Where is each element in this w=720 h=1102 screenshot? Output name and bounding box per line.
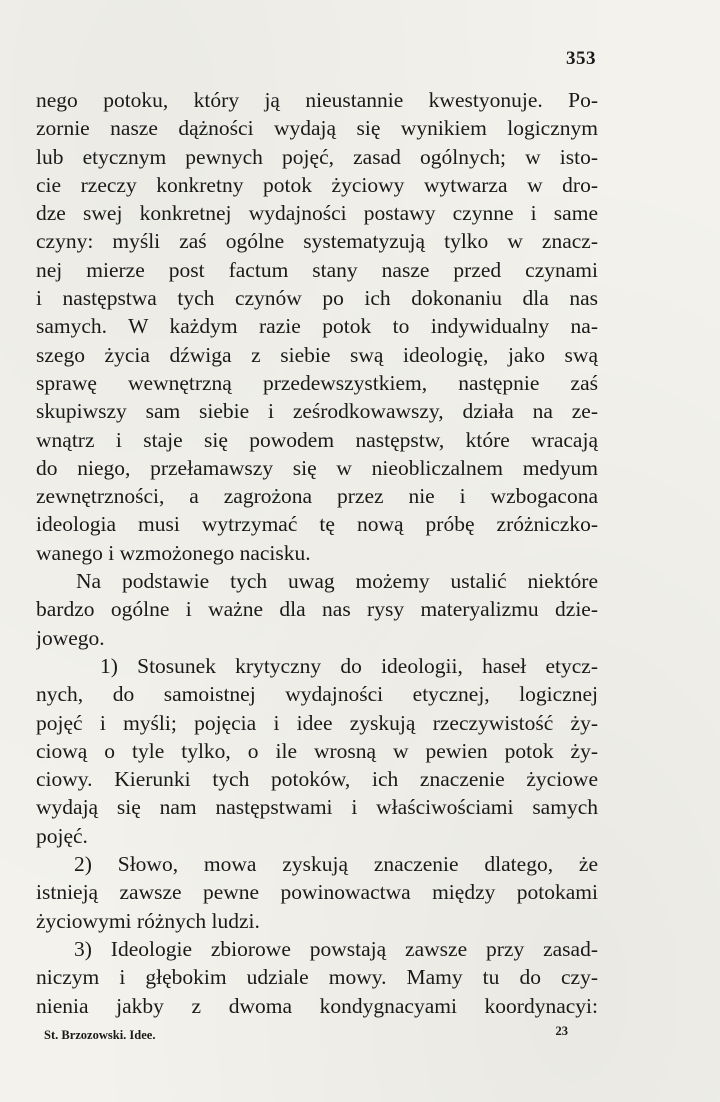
text-line: i następstwa tych czynów po ich dokonaniu dla nas <box>36 286 598 311</box>
text-line: bardzo ogólne i ważne dla nas rysy materyalizmu dzie- <box>36 597 598 622</box>
text-line: zewnętrzności, a zagrożona przez nie i wzbogacona <box>36 484 598 509</box>
text-line: sprawę wewnętrzną przedewszystkiem, następnie zaś <box>36 370 598 395</box>
footer-author-title: St. Brzozowski. Idee. <box>44 1028 156 1042</box>
text-line: do niego, przełamawszy się w nieobliczalnem medyum <box>36 455 598 480</box>
text-line: ideologia musi wytrzymać tę nową próbę zróżniczko- <box>36 512 598 537</box>
text-line: samych. W każdym razie potok to indywidualny na- <box>36 314 598 339</box>
text-line: cie rzeczy konkretny potok życiowy wytwarza w dro- <box>36 172 598 197</box>
text-line: dze swej konkretnej wydajności postawy czynne i same <box>36 201 598 226</box>
text-line: czyny: myśli zaś ogólne systematyzują tylko w znacz- <box>36 229 598 254</box>
text-line: wanego i wzmożonego nacisku. <box>36 540 311 565</box>
text-line: lub etycznym pewnych pojęć, zasad ogólnych; w isto- <box>36 144 598 169</box>
text-line: Na podstawie tych uwag możemy ustalić niektóre <box>76 569 598 594</box>
page-number: 353 <box>566 48 596 69</box>
text-line: pojęć i myśli; pojęcia i idee zyskują rzeczywistość ży- <box>36 710 598 735</box>
signature-mark: 23 <box>555 1024 568 1038</box>
body-text <box>36 86 598 1020</box>
text-line: zornie nasze dążności wydają się wynikiem logicznym <box>36 116 598 141</box>
text-line: szego życia dźwiga z siebie swą ideologię, jako swą <box>36 342 598 367</box>
text-line: wydają się nam następstwami i właściwościami samych <box>36 795 598 820</box>
text-line: 1) Stosunek krytyczny do ideologii, haseł etycz- <box>100 653 598 678</box>
text-line: pojęć. <box>36 823 88 848</box>
text-line: niczym i głębokim udziale mowy. Mamy tu do czy- <box>36 965 598 990</box>
text-line: ciową o tyle tylko, o ile wrosną w pewien potok ży- <box>36 738 598 763</box>
text-line: nienia jakby z dwoma kondygnacyami koordynacyi: <box>36 993 598 1018</box>
text-line: 2) Słowo, mowa zyskują znaczenie dlatego, że <box>74 852 598 877</box>
text-line: wnątrz i staje się powodem następstw, które wracają <box>36 427 598 452</box>
text-line: nych, do samoistnej wydajności etycznej, logicznej <box>36 682 598 707</box>
text-line: życiowymi różnych ludzi. <box>36 908 260 933</box>
text-line: skupiwszy sam siebie i ześrodkowawszy, działa na ze- <box>36 399 598 424</box>
text-line: istnieją zawsze pewne powinowactwa między potokami <box>36 880 598 905</box>
text-line: ciowy. Kierunki tych potoków, ich znaczenie życiowe <box>36 767 598 792</box>
text-line: nej mierze post factum stany nasze przed czynami <box>36 257 598 282</box>
text-line: 3) Ideologie zbiorowe powstają zawsze przy zasad- <box>74 936 598 961</box>
text-line: jowego. <box>36 625 105 650</box>
text-line: nego potoku, który ją nieustannie kwestyonuje. Po- <box>36 88 598 112</box>
